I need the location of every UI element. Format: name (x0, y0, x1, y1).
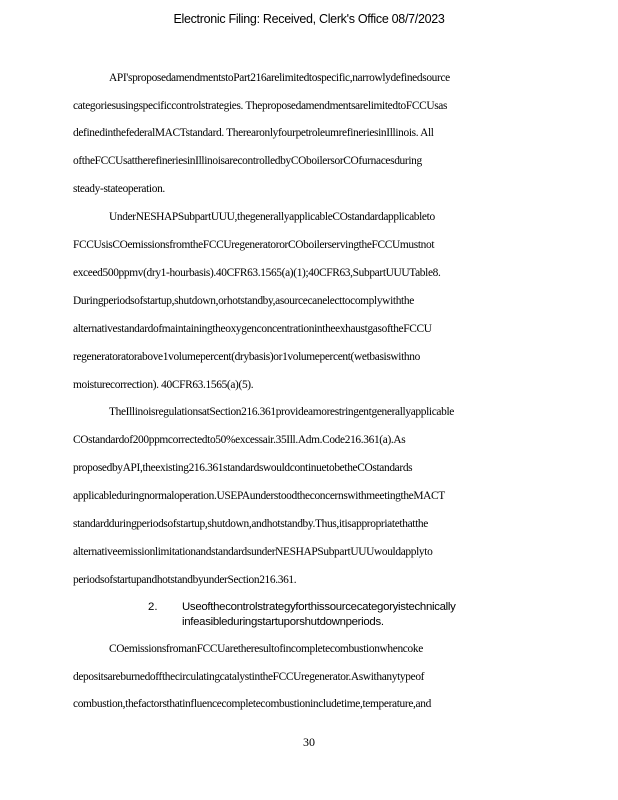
paragraph-line: Duringperiodsofstartup,shutdown,orhotstandby,asourcecanelecttocomplywiththe (73, 295, 414, 307)
paragraph-line: combustion,thefactorsthatinfluencecompletecombustionincludetime,temperature,and (73, 698, 431, 710)
paragraph-line: steady-stateoperation. (73, 183, 165, 195)
paragraph-line: exceed500ppmv(dry1-hourbasis).40CFR63.1565(a)(1);40CFR63,SubpartUUUTable8. (73, 267, 441, 279)
paragraph-line: TheIllinoisregulationsatSection216.361provideamorestringentgenerallyapplicable (109, 406, 454, 418)
paragraph-line: depositsareburnedoffthecirculatingcatalystintheFCCUregenerator.Aswithanytypeof (73, 671, 425, 683)
paragraph-line: standardduringperiodsofstartup,shutdown,andhotstandby.Thus,itisappropriatethatthe (73, 518, 428, 530)
paragraph-line: UnderNESHAPSubpartUUU,thegenerallyapplicableCOstandardapplicableto (109, 211, 435, 223)
section-heading-line: Useofthecontrolstrategyforthissourcecategoryistechnically (182, 601, 456, 613)
paragraph-line: alternativeemissionlimitationandstandardsunderNESHAPSubpartUUUwouldapplyto (73, 546, 433, 558)
paragraph-line: applicableduringnormaloperation.USEPAunderstoodtheconcernswithmeetingtheMACT (73, 490, 445, 502)
paragraph-line: alternativestandardofmaintainingtheoxygenconcentrationintheexhaustgasoftheFCCU (73, 323, 432, 335)
paragraph-line: COemissionsfromanFCCUaretheresultofincompletecombustionwhencoke (109, 643, 423, 655)
paragraph-line: API'sproposedamendmentstoPart216arelimitedtospecific,narrowlydefinedsource (109, 72, 450, 84)
paragraph-line: FCCUsisCOemissionsfromtheFCCUregeneratororCOboilerservingtheFCCUmustnot (73, 239, 435, 251)
paragraph-line: proposedbyAPI,theexisting216.361standardswouldcontinuetobetheCOstandards (73, 462, 413, 474)
paragraph-line: periodsofstartupandhotstandbyunderSection216.361. (73, 574, 297, 586)
paragraph-line: COstandardof200ppmcorrectedto50%excessair.35Ill.Adm.Code216.361(a).As (73, 434, 406, 446)
section-heading-line: infeasibleduringstartuporshutdownperiods. (182, 616, 384, 628)
paragraph-line: oftheFCCUsattherefineriesinIllinoisarecontrolledbyCOboilersorCOfurnacesduring (73, 155, 422, 167)
paragraph-line: moisturecorrection). 40CFR63.1565(a)(5). (73, 379, 254, 391)
section-heading-number: 2. (148, 601, 158, 613)
paragraph-line: regeneratoratorabove1volumepercent(drybasis)or1volumepercent(wetbasiswithno (73, 351, 420, 363)
paragraph-line: categoriesusingspecificcontrolstrategies. TheproposedamendmentsarelimitedtoFCCUsas (73, 100, 448, 112)
filing-header: Electronic Filing: Received, Clerk's Office 08/7/2023 (173, 12, 445, 26)
paragraph-line: definedinthefederalMACTstandard. TherearonlyfourpetroleumrefineriesinIllinois. All (73, 127, 434, 139)
page-number: 30 (303, 735, 315, 749)
